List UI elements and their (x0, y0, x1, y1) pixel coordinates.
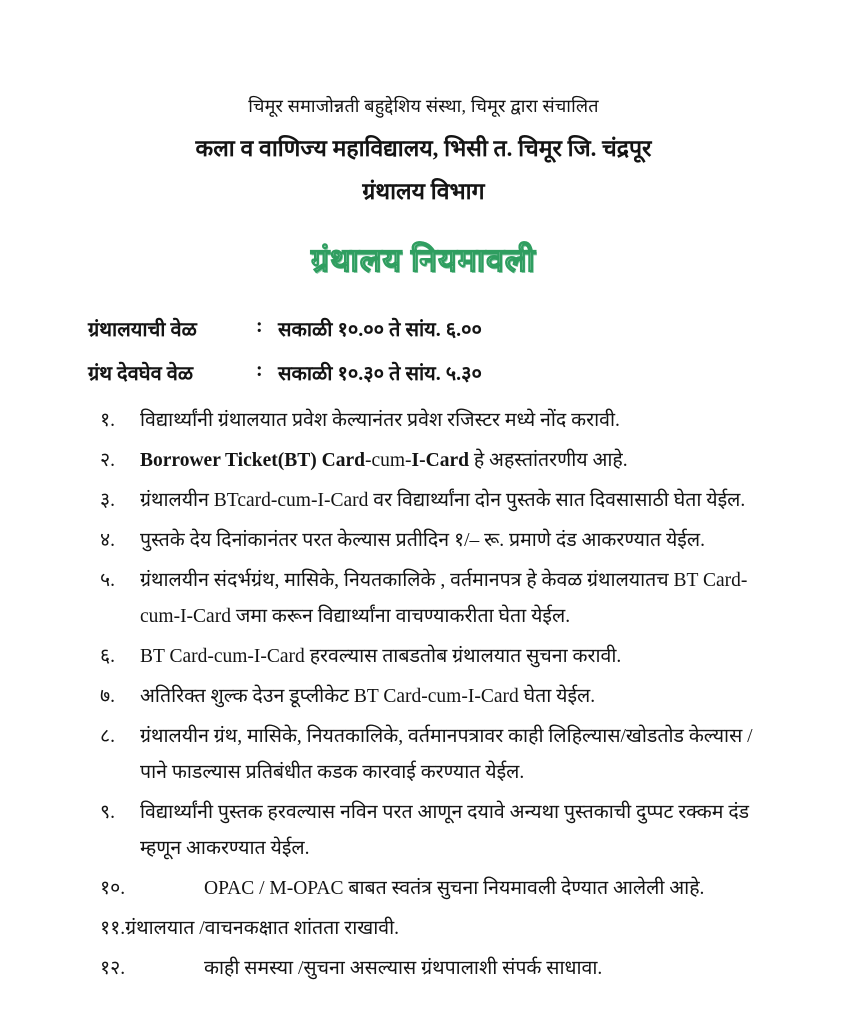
rule-text-segment: हरवल्यास ताबडतोब ग्रंथालयात सुचना करावी. (304, 646, 622, 667)
library-hours (88, 315, 847, 386)
rule-text-segment: काही समस्या /सुचना असल्यास ग्रंथपालाशी संपर्क साधावा. (204, 958, 603, 979)
rule-text-segment: ग्रंथालयीन संदर्भग्रंथ, मासिके, नियतकालिके , वर्तमानपत्र हे केवळ ग्रंथालयातच (140, 570, 674, 591)
rule-text-segment: ग्रंथालयीन (140, 490, 214, 511)
rule-item (100, 483, 767, 519)
rule-text-segment: विद्यार्थ्यांनी पुस्तक हरवल्यास नविन परत आणून दयावे अन्यथा पुस्तकाची दुप्पट रक्कम दंड म्हणून आकरण्यात येईल. (140, 802, 750, 859)
document-header (0, 94, 847, 206)
rule-text-segment: हे अहस्तांतरणीय आहे. (468, 450, 628, 471)
rule-number: २. (100, 450, 116, 471)
rule-item (100, 911, 767, 947)
rule-number: ११. (100, 918, 126, 939)
rule-text-segment: Borrower Ticket(BT) Card (140, 450, 365, 471)
rule-text-segment: BT Card-cum-I-Card (353, 686, 519, 707)
hours-separator: : (256, 359, 263, 381)
rule-item (100, 403, 767, 439)
rule-text-segment: बाबत स्वतंत्र सुचना नियमावली देण्यात आलेली आहे. (343, 878, 705, 899)
rule-text-segment: -cum- (364, 450, 412, 471)
exchange-hours-row (88, 359, 847, 386)
rule-number: १. (100, 410, 116, 431)
rule-item (100, 523, 767, 559)
rule-item (100, 871, 767, 907)
rule-number: ७. (100, 686, 116, 707)
department-line: ग्रंथालय विभाग (362, 179, 485, 204)
rule-text-segment: ग्रंथालयात /वाचनकक्षात शांतता राखावी. (125, 918, 400, 939)
rule-item (100, 679, 767, 715)
library-hours-row (88, 315, 847, 342)
college-name-line: कला व वाणिज्य महाविद्यालय, भिसी त. चिमूर जि. चंद्रपूर (195, 136, 652, 161)
rule-text-segment: विद्यार्थ्यांनी ग्रंथालयात प्रवेश केल्यानंतर प्रवेश रजिस्टर मध्ये नोंद करावी. (140, 410, 620, 431)
hours-label-library-time: ग्रंथालयाची वेळ (88, 319, 197, 341)
rules-list (100, 403, 767, 987)
page-title: ग्रंथालय नियमावली (311, 242, 536, 278)
rule-text-segment: वर विद्यार्थ्यांना दोन पुस्तके सात दिवसासाठी घेता येईल. (368, 490, 746, 511)
rule-text-segment: I-Card (411, 450, 469, 471)
rule-item (100, 795, 767, 867)
rule-number: ४. (100, 530, 116, 551)
rule-number: १०. (100, 878, 126, 899)
rule-text-segment: जमा करून विद्यार्थ्यांना वाचण्याकरीता घेता येईल. (230, 606, 571, 627)
rule-text-segment: BTcard-cum-I-Card (213, 490, 369, 511)
rule-item (100, 951, 767, 987)
rule-number: ३. (100, 490, 116, 511)
hours-value-library-time: सकाळी १०.०० ते सांय. ६.०० (278, 319, 482, 341)
rule-text-segment: BT Card-cum-I-Card (140, 646, 305, 667)
rule-text-segment: पुस्तके देय दिनांकानंतर परत केल्यास प्रतीदिन १/– रू. प्रमाणे दंड आकरण्यात येईल. (140, 530, 705, 551)
organization-line: चिमूर समाजोन्नती बहुद्देशिय संस्था, चिमूर द्वारा संचालित (248, 96, 599, 116)
rule-text-segment: BT Card-cum-I-Card (140, 570, 748, 627)
rule-item (100, 639, 767, 675)
rule-text-segment: घेता येईल. (518, 686, 596, 707)
rule-item (100, 719, 767, 791)
rule-number: ५. (100, 570, 116, 591)
rule-text-segment: अतिरिक्त शुल्क देउन डूप्लीकेट (140, 686, 354, 707)
rule-item (100, 563, 767, 635)
rule-item (100, 443, 767, 479)
rule-number: ८. (100, 726, 116, 747)
rule-text-segment: ग्रंथालयीन ग्रंथ, मासिके, नियतकालिके, वर्तमानपत्रावर काही लिहिल्यास/खोडतोड केल्यास /पाने फाडल्यास प्रतिबंधीत कडक कारवाई करण्यात येईल. (140, 726, 753, 783)
hours-separator: : (256, 315, 263, 337)
rule-number: ६. (100, 646, 116, 667)
rule-text-segment: OPAC / M-OPAC (204, 878, 344, 899)
rule-number: १२. (100, 958, 126, 979)
rule-number: ९. (100, 802, 116, 823)
hours-label-exchange-time: ग्रंथ देवघेव वेळ (88, 363, 194, 385)
hours-value-exchange-time: सकाळी १०.३० ते सांय. ५.३० (278, 363, 482, 385)
